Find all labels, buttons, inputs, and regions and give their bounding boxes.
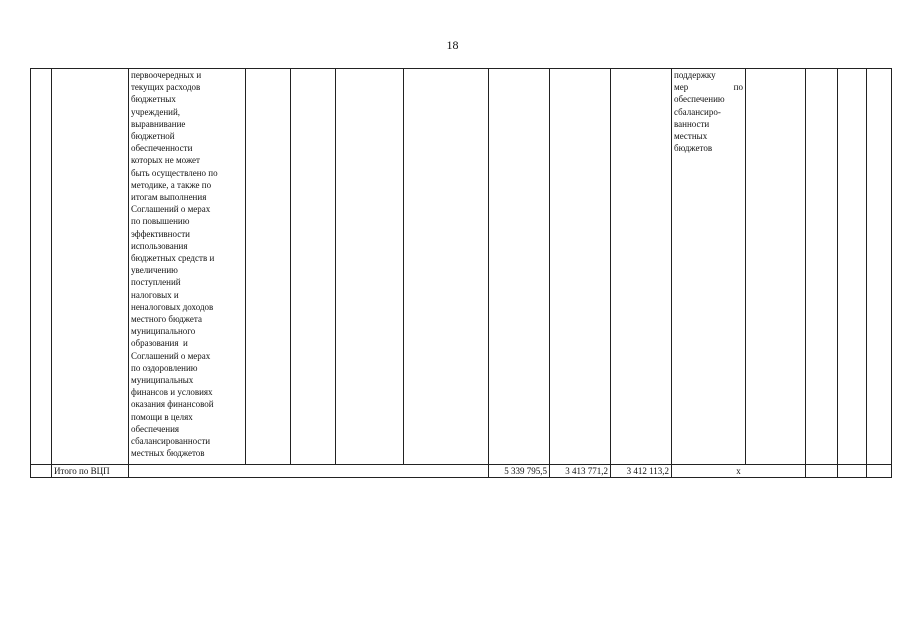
support-text	[674, 93, 743, 154]
text-line: быть осуществлено по	[131, 167, 218, 178]
text-line: бюджетов	[674, 143, 713, 154]
support-line	[674, 81, 743, 93]
text-line: местных бюджетов	[131, 448, 205, 459]
text-line: бюджетных средств и	[131, 253, 215, 264]
table-cell	[31, 69, 52, 465]
page-number: 18	[446, 38, 459, 52]
support-word: мер	[674, 82, 689, 93]
text-line: эффективности	[131, 228, 190, 239]
text-line: бюджетной	[131, 131, 175, 142]
text-line: обеспеченности	[131, 143, 193, 154]
table-cell	[838, 69, 867, 465]
description-text	[131, 69, 243, 460]
total-value-3: 3 412 113,2	[611, 465, 672, 478]
text-line: оказания финансовой	[131, 399, 214, 410]
text-line: методике, а также по	[131, 179, 212, 190]
table-cell	[550, 69, 611, 465]
text-line: образования и	[131, 338, 188, 349]
text-line: бюджетных	[131, 94, 176, 105]
text-line: увеличению	[131, 265, 178, 276]
text-line: финансов и условиях	[131, 387, 213, 398]
text-line: помощи в целях	[131, 411, 193, 422]
text-line: сбалансиро-	[674, 106, 721, 117]
table-cell	[291, 69, 336, 465]
total-row	[31, 465, 892, 478]
table-cell	[806, 465, 838, 478]
text-line: муниципальных	[131, 375, 194, 386]
total-value-2: 3 413 771,2	[550, 465, 611, 478]
support-line: поддержку	[674, 70, 716, 80]
table-cell	[336, 69, 404, 465]
text-line: по повышению	[131, 216, 190, 227]
text-line: неналоговых доходов	[131, 301, 214, 312]
text-line: сбалансированности	[131, 436, 211, 447]
text-line: итогам выполнения	[131, 192, 207, 203]
text-line: первоочередных и	[131, 70, 202, 80]
text-line: обеспечению	[674, 94, 725, 105]
table-cell	[867, 69, 892, 465]
support-cell	[672, 69, 746, 465]
total-mark: х	[672, 465, 806, 478]
table-row	[31, 69, 892, 465]
table-cell	[746, 69, 806, 465]
table-cell	[838, 465, 867, 478]
table-cell	[404, 69, 489, 465]
program-table	[30, 68, 892, 478]
total-label: Итого по ВЦП	[52, 465, 129, 478]
text-line: учреждений,	[131, 106, 181, 117]
table-cell	[246, 69, 291, 465]
table-cell	[806, 69, 838, 465]
text-line: по оздоровлению	[131, 362, 198, 373]
table-cell	[611, 69, 672, 465]
text-line: налоговых и	[131, 289, 179, 300]
text-line: Соглашений о мерах	[131, 204, 211, 215]
description-cell	[129, 69, 246, 465]
text-line: выравнивание	[131, 118, 186, 129]
text-line: муниципального	[131, 326, 196, 337]
text-line: использования	[131, 240, 188, 251]
table-cell	[489, 69, 550, 465]
table-cell	[129, 465, 489, 478]
text-line: текущих расходов	[131, 82, 201, 93]
table-cell	[867, 465, 892, 478]
text-line: поступлений	[131, 277, 181, 288]
total-value-1: 5 339 795,5	[489, 465, 550, 478]
text-line: местного бюджета	[131, 314, 202, 325]
text-line: ванности	[674, 118, 710, 129]
text-line: которых не может	[131, 155, 200, 166]
table-cell	[52, 69, 129, 465]
text-line: обеспечения	[131, 423, 180, 434]
text-line: Соглашений о мерах	[131, 350, 211, 361]
text-line: местных	[674, 131, 708, 142]
support-word: по	[733, 82, 743, 93]
table-cell	[31, 465, 52, 478]
